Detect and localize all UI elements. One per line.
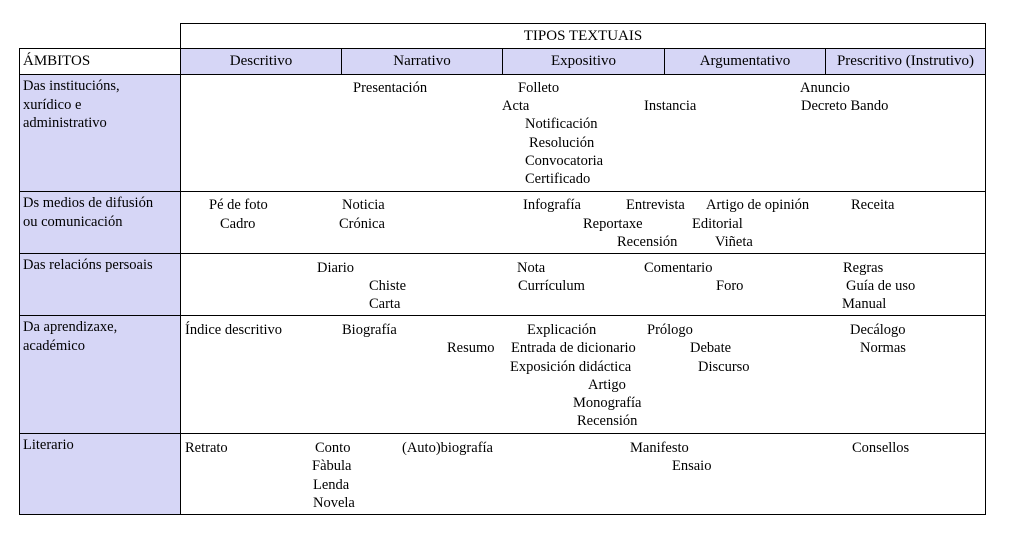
row-label-line: académico — [23, 337, 85, 354]
text-type-word: Comentario — [644, 260, 713, 276]
text-type-word: Acta — [502, 98, 530, 114]
text-type-word: Novela — [313, 495, 355, 511]
text-type-word: (Auto)biografía — [402, 440, 493, 456]
row-label-line: ou comunicación — [23, 213, 123, 230]
text-type-word: Convocatoria — [525, 153, 604, 169]
text-type-word: Carta — [369, 296, 401, 312]
text-type-word: Explicación — [527, 322, 597, 338]
text-type-word: Notificación — [525, 116, 598, 132]
text-type-word: Biografía — [342, 322, 397, 338]
row-label-line: Literario — [23, 437, 74, 453]
text-type-word: Conto — [315, 440, 351, 456]
text-type-word: Retrato — [185, 440, 228, 456]
text-type-word: Diario — [317, 260, 355, 276]
text-type-word: Instancia — [644, 98, 697, 114]
text-type-word: Decreto Bando — [801, 98, 889, 114]
text-type-word: Entrada de dicionario — [511, 340, 636, 356]
text-type-word: Reportaxe — [583, 216, 643, 232]
text-type-word: Guía de uso — [846, 278, 916, 294]
text-type-word: Ensaio — [672, 458, 712, 474]
text-type-word: Nota — [517, 260, 546, 276]
text-type-word: Fàbula — [312, 458, 352, 474]
text-type-word: Entrevista — [626, 197, 685, 213]
row-label-line: Ds medios de difusión — [23, 195, 154, 211]
row-label-medios — [19, 191, 181, 254]
text-type-word: Recensión — [577, 413, 638, 429]
text-type-word: Debate — [690, 340, 732, 356]
text-type-word: Resolución — [529, 135, 595, 151]
text-type-word: Exposición didáctica — [510, 359, 632, 375]
row-label-line: xurídico e — [23, 96, 82, 113]
text-type-word: Normas — [860, 340, 906, 356]
row-label-institucions — [19, 74, 181, 192]
text-type-word: Cadro — [220, 216, 256, 232]
row-label-line: Da aprendizaxe, — [23, 319, 118, 335]
text-type-word: Regras — [843, 260, 884, 276]
row-label-aprendizaxe — [19, 315, 181, 434]
text-type-word: Editorial — [692, 216, 743, 232]
text-type-word: Manifesto — [630, 440, 689, 456]
text-type-word: Artigo de opinión — [706, 197, 810, 213]
tipos-textuais-header: TIPOS TEXTUAIS — [180, 23, 986, 49]
text-type-word: Decálogo — [850, 322, 906, 338]
text-type-word: Prólogo — [647, 322, 693, 338]
ambitos-header: ÁMBITOS — [19, 48, 181, 75]
column-header-narrativo: Narrativo — [341, 48, 503, 75]
text-type-word: Discurso — [698, 359, 750, 375]
text-type-word: Chiste — [369, 278, 407, 294]
text-type-word: Pé de foto — [209, 197, 268, 213]
text-type-word: Foro — [716, 278, 744, 294]
text-type-word: Resumo — [447, 340, 495, 356]
row-label-line: Das relacións persoais — [23, 257, 153, 273]
text-type-word: Receita — [851, 197, 895, 213]
text-type-word: Lenda — [313, 477, 350, 493]
text-type-word: Artigo — [588, 377, 626, 393]
row-label-literario — [19, 433, 181, 515]
text-type-word: Anuncio — [800, 80, 850, 96]
column-header-expositivo: Expositivo — [502, 48, 665, 75]
text-type-word: Folleto — [518, 80, 560, 96]
text-type-word: Infografía — [523, 197, 581, 213]
text-type-word: Currículum — [518, 278, 585, 294]
row-label-line: administrativo — [23, 115, 107, 131]
text-type-word: Índice descritivo — [185, 322, 283, 338]
row-label-line: Das institucións, — [23, 78, 120, 94]
column-header-argumentativo: Argumentativo — [664, 48, 826, 75]
text-type-word: Consellos — [852, 440, 910, 456]
text-type-word: Certificado — [525, 171, 591, 187]
text-type-word: Recensión — [617, 234, 678, 250]
text-type-word: Viñeta — [715, 234, 753, 250]
text-type-word: Presentación — [353, 80, 428, 96]
text-type-word: Manual — [842, 296, 887, 312]
text-type-word: Noticia — [342, 197, 385, 213]
text-type-word: Crónica — [339, 216, 385, 232]
row-label-relacions — [19, 253, 181, 316]
column-header-prescritivo: Prescritivo (Instrutivo) — [825, 48, 986, 75]
text-type-word: Monografía — [573, 395, 642, 411]
column-header-descritivo: Descritivo — [180, 48, 342, 75]
